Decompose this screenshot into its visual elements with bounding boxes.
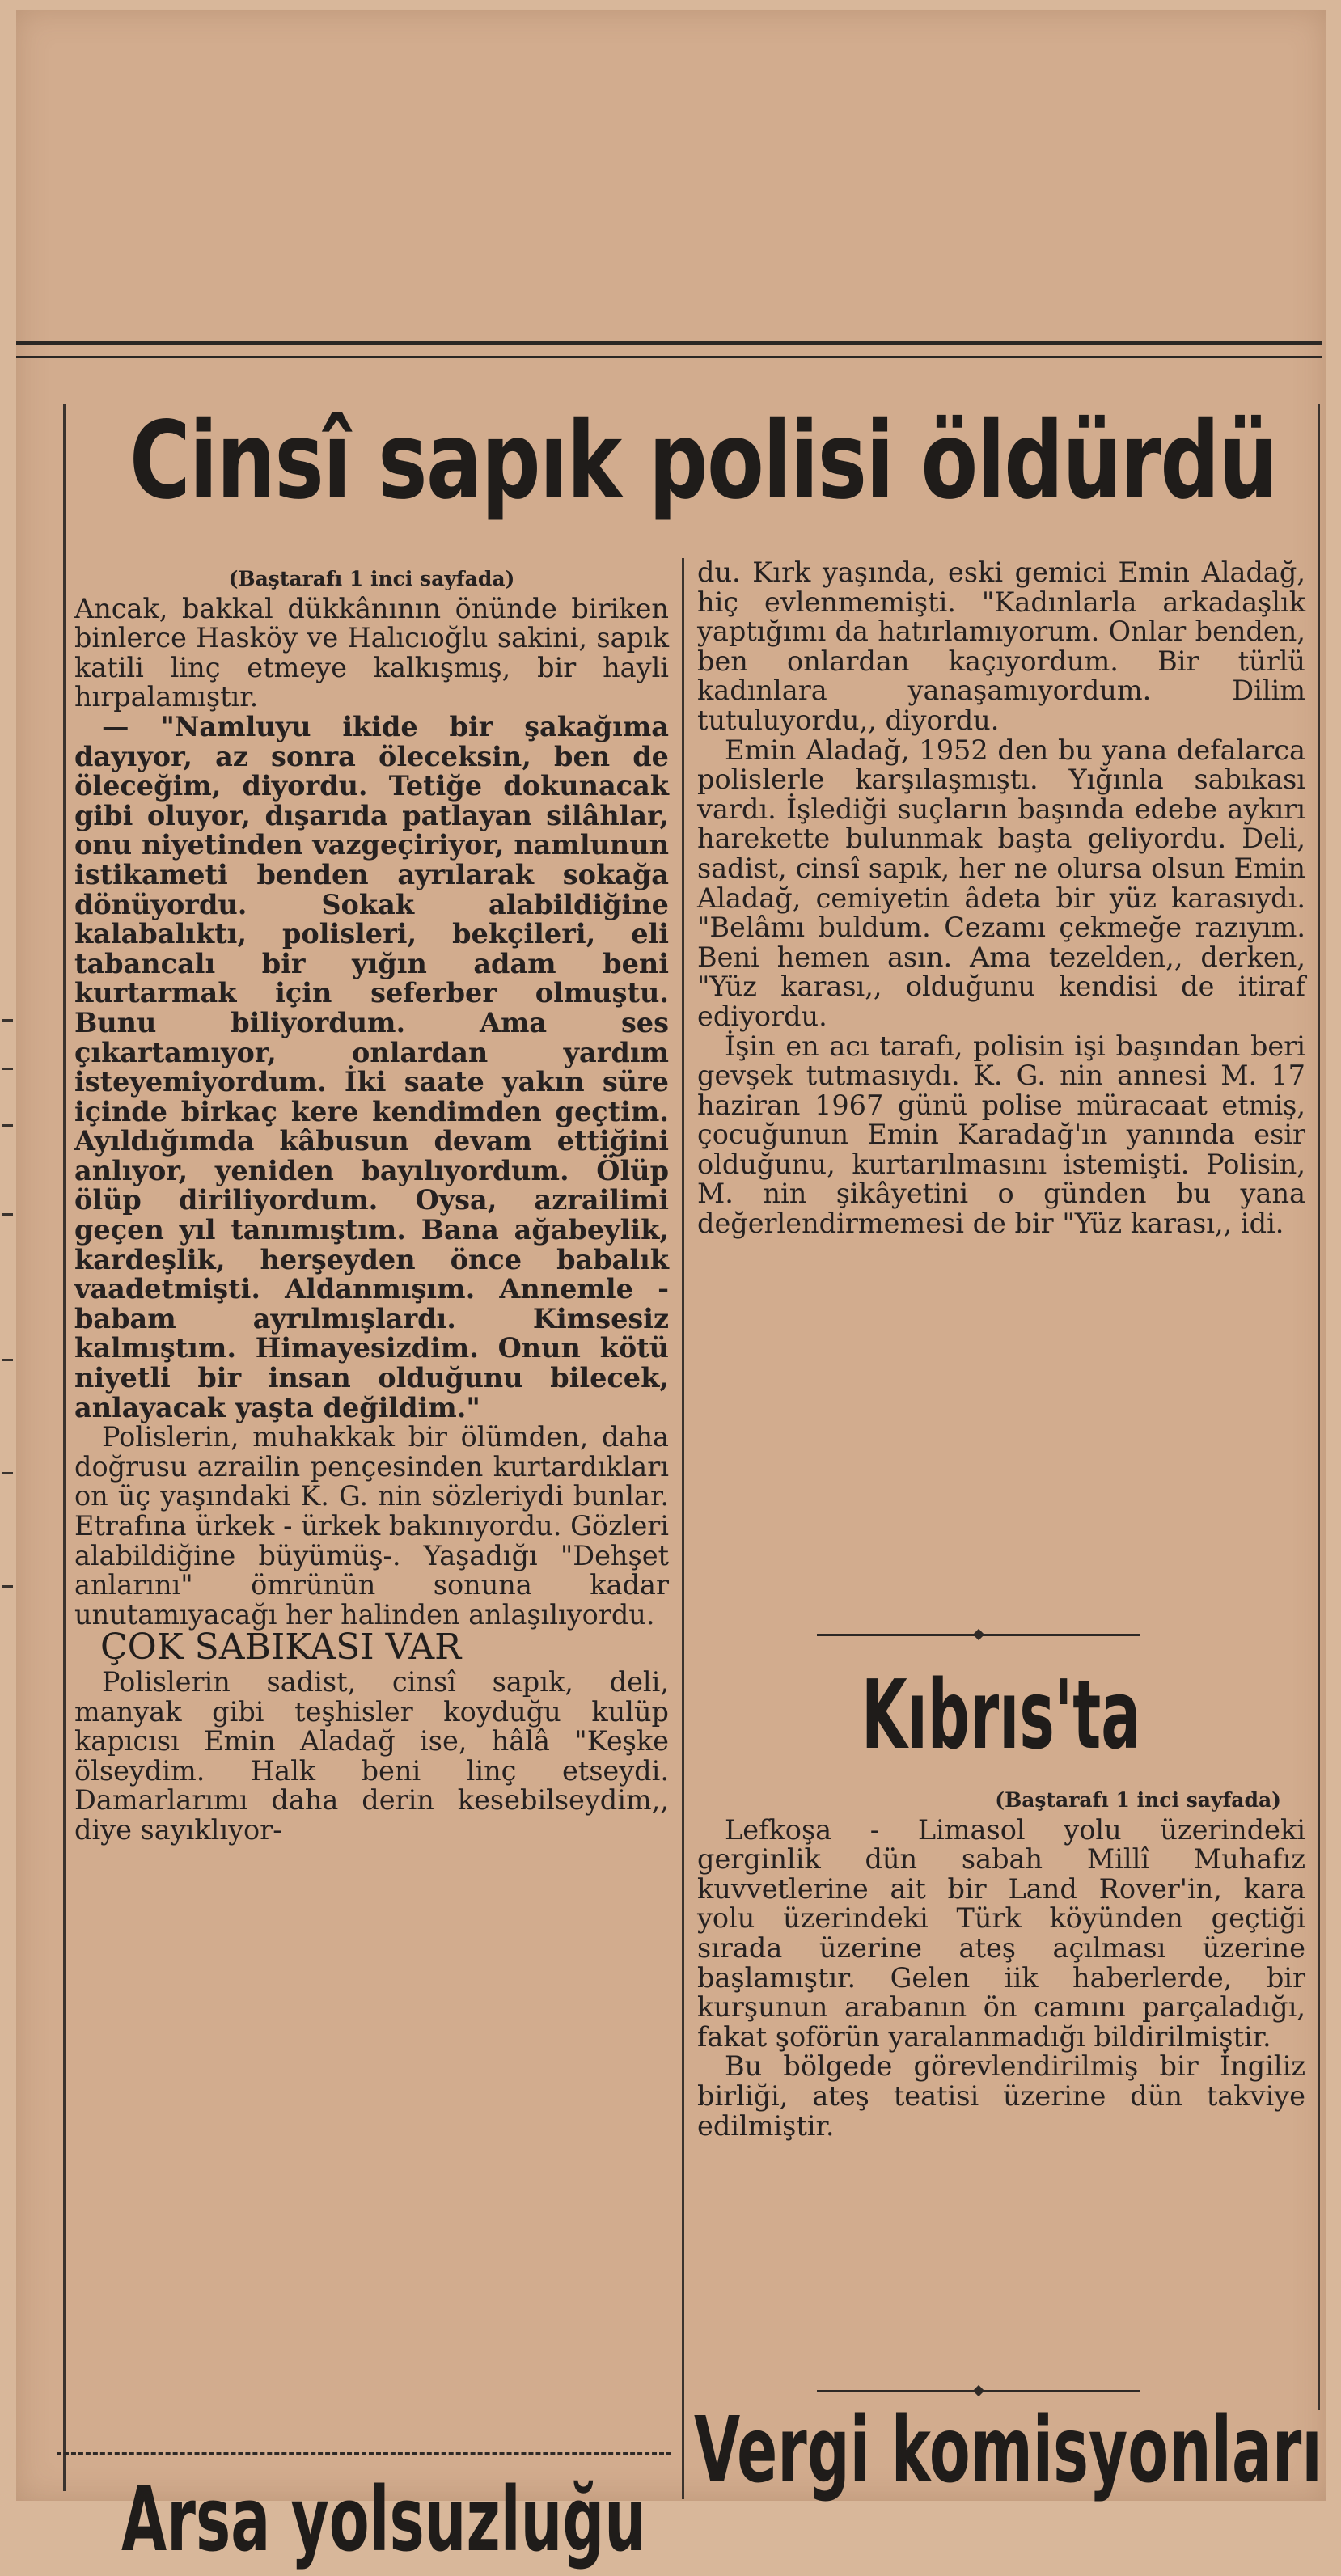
top-rule	[16, 341, 1322, 345]
margin-mark	[2, 1124, 13, 1127]
paragraph: Lefkoşa - Limasol yolu üzerindeki gerginlik dün sabah Millî Muhafız kuvvetlerine ait bir Land Rover'in, kara yolu üzerindeki Türk köyünden geçtiği sırada üzerine ateş açılması üzerine başlamıştır. Gelen iik haberlerde, bir kurşunun arabanın ön camını parçaladığı, fakat şoförün yaralanmadığı bildirilmiştir.	[697, 1813, 1305, 2053]
vergi-headline: Vergi komisyonları	[694, 2398, 1322, 2503]
paragraph: Polislerin, muhakkak bir ölümden, daha doğrusu azrailin pençesinden kurtardıkları on üç yaşındaki K. G. nin sözleriydi bunlar. Etrafına ürkek - ürkek bakınıyordu. Gözleri alabildiğine büyümüş-. Yaşadığı "Dehşet anlarını" ömrünün sonuna kadar unutamıyacağı her halinden anlaşılıyordu.	[74, 1421, 669, 1631]
right-column	[697, 558, 1305, 1239]
margin-mark	[2, 1585, 13, 1588]
column-divider	[682, 558, 684, 2499]
right-border-rule	[1318, 404, 1320, 2410]
dashed-separator	[57, 2452, 671, 2455]
continued-note: (Baştarafı 1 inci sayfada)	[228, 567, 515, 590]
quote-paragraph: — "Namluyu ikide bir şakağıma dayıyor, az sonra öleceksin, ben de öleceğim, diyordu. Tetiğe dokunacak gibi oluyor, dışarıda patlayan silâhlar, onu niyetinden vazgeçiriyor, namlunun istikameti benden ayrılarak sokağa dönüyordu. Sokak alabildiğine kalabalıktı, polisleri, bekçileri, eli tabancalı bir yığın adam beni kurtarmak için seferber olmuştu. Bunu biliyordum. Ama ses çıkartamıyor, onlardan yardım isteyemiyordum. İki saate yakın süre içinde birkaç kere kendimden geçtim. Ayıldığımda kâbusun devam ettiğini anlıyor, yeniden bayılıyordum. Ölüp ölüp diriliyordum. Oysa, azrailimi geçen yıl tanımıştım. Bana ağabeylik, kardeşlik, herşeyden önce babalık vaadetmişti. Aldanmışım. Annemle - babam ayrılmışlardı. Kimsesiz kalmıştım. Himayesizdim. Onun kötü niyetli bir insan olduğunu bilecek, anlayacak yaşta değildim."	[74, 710, 669, 1423]
margin-mark	[2, 1068, 13, 1070]
paragraph: İşin en acı tarafı, polisin işi başından beri gevşek tutmasıydı. K. G. nin annesi M. 17 haziran 1967 günü polise müracaat etmiş, çocuğunun Emin Karadağ'ın yanında esir olduğunu, kurtarılmasını istemişti. Polisin, M. nin şikâyetini o günden bu yana değerlendirmemesi de bir "Yüz karası,, idi.	[697, 1030, 1305, 1240]
paragraph: Emin Aladağ, 1952 den bu yana defalarca polislerle karşılaşmıştı. Yığınla sabıkası vardı. İşlediği suçların başında edebe aykırı harekette bulunmak başta geliyordu. Deli, sadist, cinsî sapık, her ne olursa olsun Emin Aladağ, cemiyetin âdeta bir yüz karasıydı. "Belâmı buldum. Cezamı çekmeğe razıyım. Beni hemen asın. Ama tezelden,, derken, "Yüz karası,, olduğunu kendisi de itiraf ediyordu.	[697, 734, 1305, 1032]
paragraph: Polislerin sadist, cinsî sapık, deli, manyak gibi teşhisler koyduğu kulüp kapıcısı Emin Aladağ ise, hâlâ "Keşke ölseydim. Halk beni linç etseydi. Damarlarımı daha derin kesebilseydim,, diye sayıklıyor-	[74, 1665, 669, 1846]
kibris-headline: Kıbrıs'ta	[861, 1659, 1141, 1770]
paragraph: Bu bölgede görevlendirilmiş bir İngiliz birliği, ateş teatisi üzerine dün takviye edilmiştir.	[697, 2050, 1305, 2142]
margin-mark	[2, 1359, 13, 1361]
top-rule-thin	[16, 356, 1322, 358]
margin-mark	[2, 1019, 13, 1022]
main-headline: Cinsî sapık polisi öldürdü	[129, 399, 1277, 523]
continued-note: (Baştarafı 1 inci sayfada)	[995, 1788, 1281, 1812]
margin-mark	[2, 1472, 13, 1474]
paragraph: Ancak, bakkal dükkânının önünde biriken binlerce Hasköy ve Halıcıoğlu sakini, sapık katili linç etmeye kalkışmış, bir hayli hırpalamıştır.	[74, 592, 669, 713]
left-border-rule	[63, 404, 66, 2491]
next-article-headline: Arsa yolsuzluğu	[121, 2468, 646, 2571]
left-column	[74, 558, 669, 1846]
margin-mark	[2, 1213, 13, 1216]
paragraph: du. Kırk yaşında, eski gemici Emin Aladağ, hiç evlenmemişti. "Kadınlarla arkadaşlık yaptığımı da hatırlamıyorum. Onlar benden, ben onlardan kaçıyordum. Bir türlü kadınlara yanaşamıyordum. Dilim tutuluyordu,, diyordu.	[697, 556, 1305, 736]
subheading: ÇOK SABIKASI VAR	[100, 1626, 462, 1669]
kibris-article	[697, 1779, 1305, 2141]
